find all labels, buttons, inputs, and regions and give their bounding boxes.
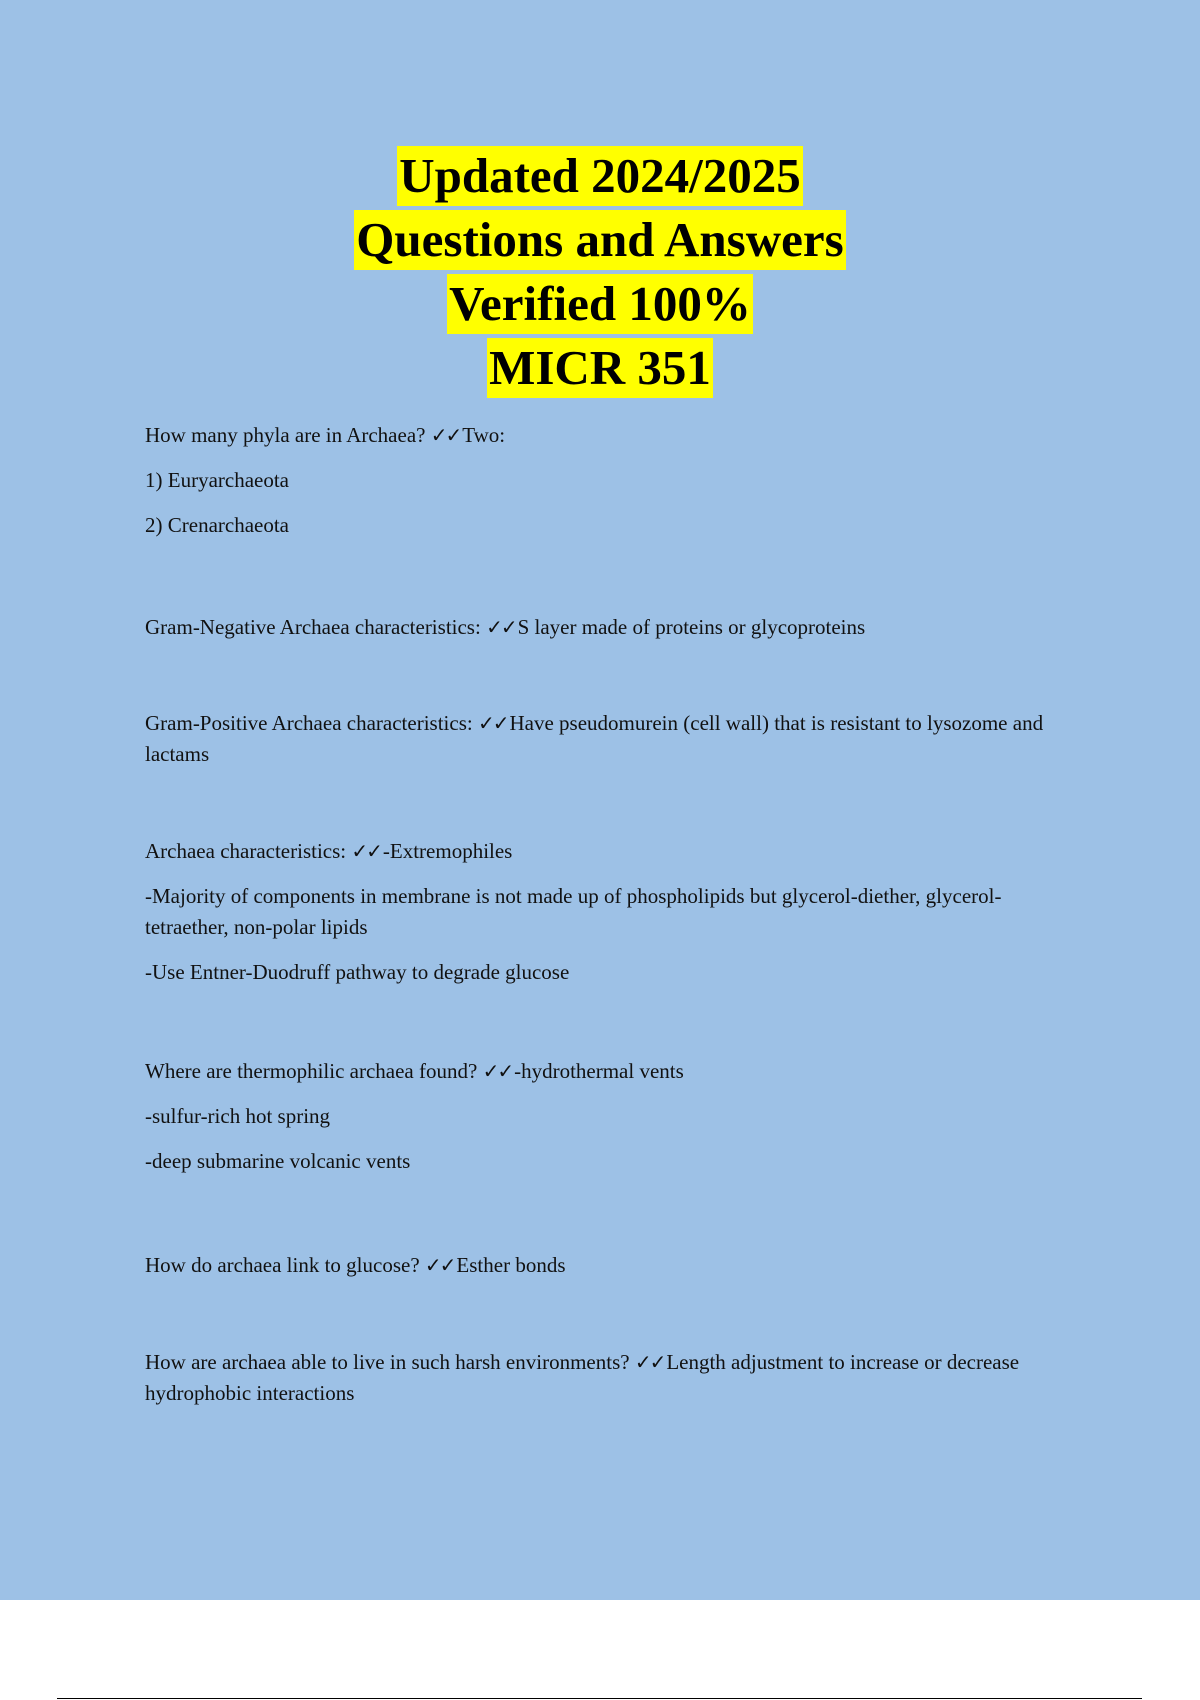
title-line-4: MICR 351 [487, 338, 713, 398]
qa-question-line [145, 1056, 1080, 1087]
qa-item [145, 1250, 1080, 1296]
qa-item [145, 420, 1080, 555]
title-line [0, 146, 1200, 210]
answer-extra-line: -deep submarine volcanic vents [145, 1149, 411, 1173]
title-line [0, 338, 1200, 402]
answer-text: -hydrothermal vents [514, 1059, 684, 1083]
answer-text: Length adjustment to increase or decrease hydrophobic interactions [145, 1350, 1020, 1405]
document-title [0, 146, 1200, 402]
title-line-2: Questions and Answers [354, 210, 845, 270]
answer-extra-line: -Majority of components in membrane is not made up of phospholipids but glycerol-diether, glycerol-tetraether, non-polar lipids [145, 884, 1002, 939]
double-check-icon: ✓✓ [430, 423, 461, 447]
qa-item [145, 1056, 1080, 1191]
answer-extra-line: -sulfur-rich hot spring [145, 1104, 331, 1128]
double-check-icon: ✓✓ [482, 1059, 513, 1083]
double-check-icon: ✓✓ [634, 1350, 665, 1374]
question-text: Archaea characteristics: [145, 839, 347, 863]
question-text: Gram-Positive Archaea characteristics: [145, 711, 473, 735]
question-text: How do archaea link to glucose? [145, 1253, 420, 1277]
title-line [0, 274, 1200, 338]
answer-text: Two: [462, 423, 506, 447]
answer-text: Have pseudomurein (cell wall) that is resistant to lysozome and lactams [145, 711, 1044, 766]
answer-extra-line: 2) Crenarchaeota [145, 513, 289, 537]
double-check-icon: ✓✓ [486, 615, 516, 639]
answer-extra-line: 1) Euryarchaeota [145, 468, 289, 492]
answer-extra-line: -Use Entner-Duodruff pathway to degrade glucose [145, 960, 570, 984]
qa-question-line [145, 708, 1080, 770]
question-text: Where are thermophilic archaea found? [145, 1059, 478, 1083]
double-check-icon: ✓✓ [351, 839, 381, 863]
question-text: How are archaea able to live in such harsh environments? [145, 1350, 630, 1374]
title-line-3: Verified 100% [447, 274, 753, 334]
question-text: Gram-Negative Archaea characteristics: [145, 615, 481, 639]
qa-item [145, 1347, 1080, 1424]
qa-question-line [145, 1347, 1080, 1409]
answer-text: S layer made of proteins or glycoproteins [517, 615, 866, 639]
title-line [0, 210, 1200, 274]
qa-question-line [145, 612, 1080, 643]
question-text: How many phyla are in Archaea? [145, 423, 426, 447]
qa-question-line [145, 1250, 1080, 1281]
title-line-1: Updated 2024/2025 [397, 146, 803, 206]
answer-text: -Extremophiles [382, 839, 513, 863]
qa-question-line [145, 420, 1080, 451]
answer-text: Esther bonds [456, 1253, 566, 1277]
qa-item [145, 708, 1080, 785]
double-check-icon: ✓✓ [424, 1253, 455, 1277]
qa-item [145, 836, 1080, 1002]
qa-question-line [145, 836, 1080, 867]
qa-item [145, 612, 1080, 658]
footer-divider [57, 1698, 1142, 1699]
double-check-icon: ✓✓ [477, 711, 508, 735]
